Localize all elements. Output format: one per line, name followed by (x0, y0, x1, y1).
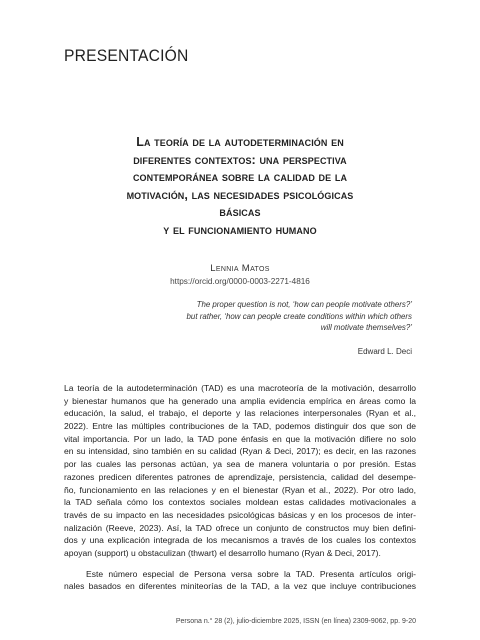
body-line: Este número especial de Persona versa sobre la TAD. Presenta artículos origi- (86, 568, 416, 579)
body-line: apoyan (support) u obstaculizan (thwart) el desarrollo humano (Ryan & Deci, 2017). (64, 547, 381, 558)
body-line: nales basados en diferentes miniteorías de la TAD, a la vez que incluye contribuciones (64, 581, 416, 592)
page-footer: Persona n.° 28 (2), julio-diciembre 2025, ISSN (en línea) 2309-9062, pp. 9-20 (175, 618, 416, 625)
body-line: y bienestar humanos que ha generado una amplia evidencia empírica en áreas como la (64, 395, 416, 406)
body-line: La teoría de la autodeterminación (TAD) es una macroteoría de la motivación, desarrollo (64, 383, 416, 393)
body-line: la TAD señala cómo los contextos sociales moldean estas calidades motivacionales a (64, 497, 416, 508)
body-text (64, 382, 416, 593)
body-line: nalización (Reeve, 2023). Así, la TAD ofrece un conjunto de constructos muy bien defini- (64, 522, 416, 533)
body-line: en su intensidad, sino también en su calidad (Ryan & Deci, 2017); es decir, en las razones (64, 446, 416, 457)
body-line: vital importancia. Por un lado, la TAD pone énfasis en que la motivación difiere no solo (64, 433, 416, 444)
epigraph-author: Edward L. Deci (357, 347, 412, 356)
orcid-link[interactable]: https://orcid.org/0000-0003-2271-4816 (170, 277, 310, 286)
paragraph-1 (64, 382, 416, 560)
title-line: motivación, las necesidades psicológicas (126, 187, 354, 202)
epigraph (92, 299, 412, 334)
epigraph-line: The proper question is not, ‘how can people motivate others?’ (196, 300, 412, 309)
title-line: diferentes contextos: una perspectiva (133, 152, 347, 167)
title-line: básicas (219, 205, 261, 220)
body-line: través de su impacto en las necesidades psicológicas básicas y en los procesos de inter- (64, 509, 416, 520)
body-line: por las cuales las personas actúan, ya sea de manera voluntaria o por presión. Estas (64, 459, 416, 470)
body-line: ño, funcionamiento en las relaciones y en el bienestar (Ryan et al., 2022). Por otro lado, (64, 484, 416, 495)
author-name: Lennia Matos (210, 263, 270, 274)
paragraph-gap (64, 560, 416, 568)
article-title (60, 134, 420, 240)
paragraph-2 (64, 568, 416, 593)
title-line: La teoría de la autodeterminación en (136, 135, 344, 149)
epigraph-line: will motivate themselves?’ (320, 323, 412, 333)
body-line: educación, la salud, el trabajo, el deporte y las relaciones interpersonales (Ryan et al., (64, 408, 416, 419)
body-line: 2022). Entre las múltiples contribuciones de la TAD, podemos distinguir dos que son de (64, 421, 416, 432)
title-line: y el funcionamiento humano (163, 222, 317, 237)
epigraph-line: but rather, ‘how can people create conditions within which others (186, 311, 412, 321)
body-line: dos y una explicación integrada de los mecanismos a través de los cuales los contextos (64, 535, 416, 546)
section-heading: PRESENTACIÓN (64, 46, 189, 65)
body-line: razones predicen diferentes patrones de aprendizaje, persistencia, calidad del desempe- (64, 471, 416, 482)
title-line: contemporánea sobre la calidad de la (132, 170, 348, 185)
